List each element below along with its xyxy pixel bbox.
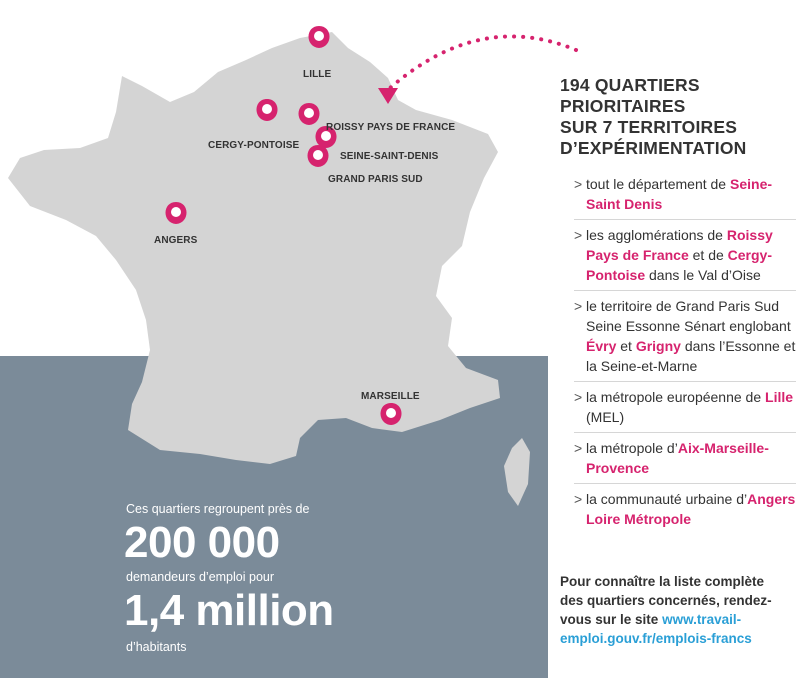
list-highlight: Seine-Saint Denis: [586, 176, 773, 212]
list-text: dans l’Essonne et la Seine-et-Marne: [586, 338, 796, 374]
list-item: [574, 174, 796, 220]
list-item: [574, 438, 796, 484]
list-highlight: Grigny: [635, 338, 681, 354]
list-text: tout le département de: [586, 176, 727, 192]
list-highlight: Angers Loire Métropole: [586, 491, 796, 527]
chevron-right-icon: >: [574, 389, 583, 405]
heading-line: PRIORITAIRES: [560, 96, 686, 116]
chevron-right-icon: >: [574, 298, 583, 314]
chevron-right-icon: >: [574, 227, 583, 243]
website-link[interactable]: www.travail-emploi.gouv.fr/emplois-francs: [560, 612, 752, 646]
list-text: le territoire de Grand Paris Sud Seine Essonne Sénart englobant: [586, 298, 791, 334]
more-info-text: Pour connaître la liste complète des quartiers concernés, rendez-vous sur le site: [560, 574, 772, 627]
list-text: et de: [692, 247, 724, 263]
corsica-shape: [504, 438, 530, 506]
heading-line: SUR 7 TERRITOIRES: [560, 117, 738, 137]
list-highlight: Lille: [765, 389, 794, 405]
heading: [560, 75, 790, 159]
list-highlight: Cergy-Pontoise: [586, 247, 773, 283]
list-text: et: [620, 338, 632, 354]
heading-line: D’EXPÉRIMENTATION: [560, 138, 747, 158]
city-label-marseille: MARSEILLE: [361, 391, 420, 402]
stats-job-seekers: 200 000: [124, 518, 280, 567]
city-label-cergy: CERGY-PONTOISE: [208, 140, 300, 151]
list-highlight: Aix-Marseille-Provence: [586, 440, 769, 476]
list-item: [574, 489, 796, 534]
france-mainland-shape: [8, 32, 500, 464]
marker-cergy: [257, 99, 278, 121]
stats-population: 1,4 million: [124, 586, 334, 635]
list-item: [574, 387, 796, 433]
city-label-roissy: ROISSY PAYS DE FRANCE: [326, 122, 456, 133]
marker-lille: [309, 26, 330, 48]
list-item: [574, 225, 796, 291]
chevron-right-icon: >: [574, 440, 583, 456]
stats-job-seekers-label: demandeurs d’emploi pour: [126, 570, 275, 584]
territories-list: [574, 174, 796, 539]
heading-line: 194 QUARTIERS: [560, 75, 700, 95]
dotted-arrow: [390, 36, 576, 88]
marker-grand-paris-sud: [308, 145, 329, 167]
marker-roissy: [299, 103, 320, 125]
city-label-angers: ANGERS: [154, 235, 198, 246]
list-text: les agglomérations de: [586, 227, 723, 243]
list-text: (MEL): [586, 409, 625, 425]
list-text: la métropole européenne de: [586, 389, 762, 405]
list-item: [574, 296, 796, 382]
list-text: dans le Val d’Oise: [649, 267, 761, 283]
list-text: la communauté urbaine d’: [586, 491, 748, 507]
list-text: la métropole d’: [586, 440, 678, 456]
list-highlight: Roissy Pays de France: [586, 227, 773, 263]
list-highlight: Évry: [586, 338, 617, 354]
city-label-grand-paris-sud: GRAND PARIS SUD: [328, 174, 423, 185]
chevron-right-icon: >: [574, 176, 583, 192]
stats-intro: Ces quartiers regroupent près de: [126, 502, 310, 516]
chevron-right-icon: >: [574, 491, 583, 507]
marker-angers: [166, 202, 187, 224]
more-info: [560, 572, 790, 648]
stats-population-label: d’habitants: [126, 640, 187, 654]
city-label-seine-saint-denis: SEINE-SAINT-DENIS: [340, 151, 439, 162]
marker-marseille: [381, 403, 402, 425]
city-label-lille: LILLE: [303, 69, 332, 80]
